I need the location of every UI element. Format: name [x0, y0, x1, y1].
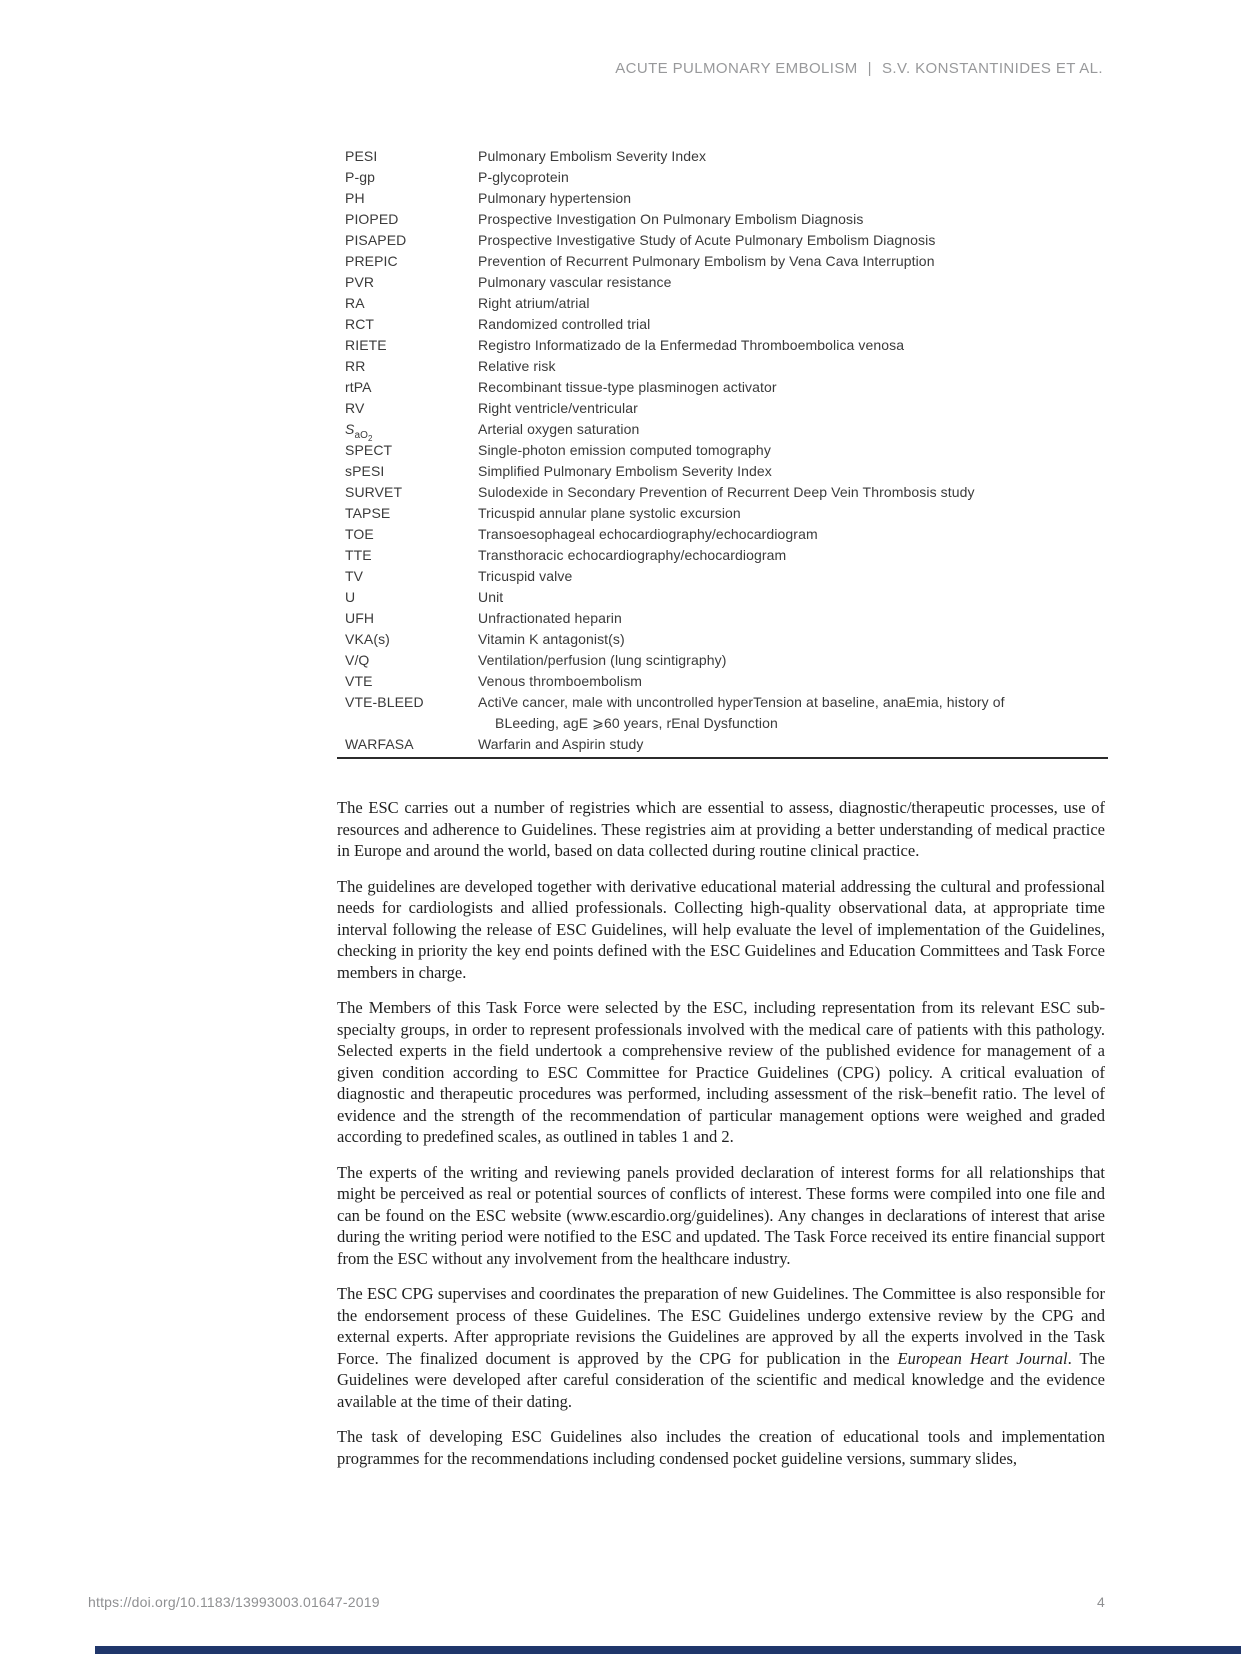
- abbreviation-definition-continuation: BLeeding, agE ⩾60 years, rEnal Dysfunction: [495, 715, 778, 731]
- abbreviation-definition: Ventilation/perfusion (lung scintigraphy): [478, 652, 727, 668]
- abbreviation-row: [345, 524, 1110, 545]
- abbreviation-row: [345, 503, 1110, 524]
- abbreviation-row: [345, 629, 1110, 650]
- abbreviation-definition: Pulmonary vascular resistance: [478, 274, 672, 290]
- table-bottom-rule: [337, 757, 1108, 759]
- abbreviation-term: RCT: [345, 316, 375, 332]
- abbreviation-term: PREPIC: [345, 253, 398, 269]
- body-paragraph: [337, 876, 1105, 984]
- abbreviation-definition: Right ventricle/ventricular: [478, 400, 638, 416]
- abbreviations-table: [345, 146, 1110, 755]
- abbreviation-definition: Warfarin and Aspirin study: [478, 736, 644, 752]
- body-paragraph: [337, 1162, 1105, 1270]
- text-segment: The experts of the writing and reviewing panels provided declaration of interest forms for all relationships that might be perceived as real or potential sources of conflicts of interest. These forms were compiled into one file and can be found on the ESC website (www.escardio.org/guidelines). Any changes in declarations of interest that arise during the writing period were notified to the ESC and updated. The Task Force received its entire financial support from the ESC without any involvement from the healthcare industry.: [337, 1162, 1105, 1268]
- abbreviation-row: [345, 377, 1110, 398]
- abbreviation-term: RV: [345, 400, 365, 416]
- abbreviation-term: RIETE: [345, 337, 387, 353]
- text-segment: The task of developing ESC Guidelines also includes the creation of educational tools and implementation programmes for the recommendations including condensed pocket guideline versions, summary slides,: [337, 1427, 1105, 1468]
- abbreviation-term: RA: [345, 295, 365, 311]
- abbreviation-term: PH: [345, 190, 365, 206]
- abbreviation-term: TAPSE: [345, 505, 391, 521]
- abbreviation-row: [345, 188, 1110, 209]
- abbreviation-row: [345, 146, 1110, 167]
- abbreviation-definition: P-glycoprotein: [478, 169, 569, 185]
- page-footer: [88, 1594, 1105, 1610]
- abbreviation-row: [345, 671, 1110, 692]
- abbreviation-definition: Recombinant tissue-type plasminogen activator: [478, 379, 777, 395]
- abbreviation-definition: Vitamin K antagonist(s): [478, 631, 625, 647]
- bottom-page-band: [95, 1646, 1241, 1654]
- abbreviation-term: VTE-BLEED: [345, 694, 424, 710]
- abbreviation-term: SURVET: [345, 484, 403, 500]
- abbreviation-term: $S_{aO_2}$: [345, 421, 373, 443]
- abbreviation-term: sPESI: [345, 463, 385, 479]
- abbreviation-term: PISAPED: [345, 232, 407, 248]
- abbreviation-term: TOE: [345, 526, 374, 542]
- body-text: [337, 797, 1105, 1483]
- abbreviation-row: [345, 209, 1110, 230]
- abbreviation-definition: Sulodexide in Secondary Prevention of Recurrent Deep Vein Thrombosis study: [478, 484, 975, 500]
- abbreviation-term: WARFASA: [345, 736, 414, 752]
- abbreviation-row: [345, 545, 1110, 566]
- abbreviation-term: UFH: [345, 610, 375, 626]
- abbreviation-definition: Pulmonary Embolism Severity Index: [478, 148, 707, 164]
- abbreviation-definition: Prospective Investigation On Pulmonary Embolism Diagnosis: [478, 211, 864, 227]
- abbreviation-definition: ActiVe cancer, male with uncontrolled hyperTension at baseline, anaEmia, history of BLeeding, agE ⩾60 years, rEnal Dysfunction: [478, 692, 1110, 734]
- abbreviation-definition: Prevention of Recurrent Pulmonary Embolism by Vena Cava Interruption: [478, 253, 935, 269]
- abbreviation-definition: Registro Informatizado de la Enfermedad Thromboembolica venosa: [478, 337, 905, 353]
- text-segment: . The Guidelines were developed after careful consideration of the scientific and medical knowledge and the evidence available at the time of their dating.: [337, 1348, 1105, 1411]
- abbreviation-term: SPECT: [345, 442, 393, 458]
- abbreviation-definition: Pulmonary hypertension: [478, 190, 632, 206]
- abbreviation-row: [345, 482, 1110, 503]
- abbreviation-term: VKA(s): [345, 631, 390, 647]
- abbreviation-term: PIOPED: [345, 211, 399, 227]
- abbreviation-definition: Unit: [478, 589, 504, 605]
- abbreviation-row: [345, 398, 1110, 419]
- text-segment: The Members of this Task Force were selected by the ESC, including representation from its relevant ESC sub-specialty groups, in order to represent professionals involved with the medical care of patients with this pathology. Selected experts in the field undertook a comprehensive review of the published evidence for management of a given condition according to ESC Committee for Practice Guidelines (CPG) policy. A critical evaluation of diagnostic and therapeutic procedures was performed, including assessment of the risk–benefit ratio. The level of evidence and the strength of the recommendation of particular management options were weighed and graded according to predefined scales, as outlined in tables 1 and 2.: [337, 998, 1105, 1146]
- abbreviation-term: RR: [345, 358, 366, 374]
- text-segment: The ESC carries out a number of registries which are essential to assess, diagnostic/therapeutic processes, use of resources and adherence to Guidelines. These registries aim at providing a better understanding of medical practice in Europe and around the world, based on data collected during routine clinical practice.: [337, 798, 1105, 860]
- abbreviation-term: TTE: [345, 547, 372, 563]
- body-paragraph: [337, 797, 1105, 862]
- abbreviation-row: [345, 230, 1110, 251]
- abbreviation-row: [345, 356, 1110, 377]
- abbreviation-row: [345, 734, 1110, 755]
- abbreviation-definition: Arterial oxygen saturation: [478, 421, 640, 437]
- text-segment: The ESC CPG supervises and coordinates the preparation of new Guidelines. The Committee is also responsible for the endorsement process of these Guidelines. The ESC Guidelines undergo extensive review by the CPG and external experts. After appropriate revisions the Guidelines are approved by all the experts involved in the Task Force. The finalized document is approved by the CPG for publication in the: [337, 1284, 1105, 1368]
- abbreviation-term: TV: [345, 568, 364, 584]
- abbreviation-row: [345, 587, 1110, 608]
- abbreviation-definition: Tricuspid valve: [478, 568, 573, 584]
- abbreviation-term: rtPA: [345, 379, 372, 395]
- abbreviation-definition: Randomized controlled trial: [478, 316, 651, 332]
- abbreviation-row: [345, 335, 1110, 356]
- abbreviation-row: [345, 251, 1110, 272]
- body-paragraph: [337, 997, 1105, 1148]
- abbreviation-row: [345, 314, 1110, 335]
- text-segment: The guidelines are developed together with derivative educational material addressing the cultural and professional needs for cardiologists and allied professionals. Collecting high-quality observational data, at appropriate time interval following the release of ESC Guidelines, will help evaluate the level of implementation of the Guidelines, checking in priority the key end points defined with the ESC Guidelines and Education Committees and Task Force members in charge.: [337, 876, 1105, 982]
- abbreviation-definition: Relative risk: [478, 358, 556, 374]
- abbreviation-definition: Right atrium/atrial: [478, 295, 590, 311]
- abbreviation-definition: Venous thromboembolism: [478, 673, 643, 689]
- abbreviation-row: [345, 608, 1110, 629]
- abbreviation-definition: Transthoracic echocardiography/echocardiogram: [478, 547, 787, 563]
- abbreviation-row: [345, 440, 1110, 461]
- abbreviation-term: P-gp: [345, 169, 375, 185]
- italic-text-segment: European Heart Journal: [897, 1348, 1068, 1368]
- abbreviation-definition: Simplified Pulmonary Embolism Severity Index: [478, 463, 772, 479]
- abbreviation-row: [345, 167, 1110, 188]
- abbreviation-row: [345, 272, 1110, 293]
- abbreviation-row: [345, 566, 1110, 587]
- abbreviation-definition: Single-photon emission computed tomography: [478, 442, 771, 458]
- abbreviation-term: PVR: [345, 274, 375, 290]
- abbreviation-row: [345, 419, 1110, 443]
- doi-text: https://doi.org/10.1183/13993003.01647-2019: [88, 1594, 380, 1610]
- body-paragraph: [337, 1283, 1105, 1412]
- abbreviation-term: U: [345, 589, 356, 605]
- abbreviation-definition: Unfractionated heparin: [478, 610, 622, 626]
- abbreviation-row: [345, 461, 1110, 482]
- abbreviation-definition: Transoesophageal echocardiography/echocardiogram: [478, 526, 818, 542]
- abbreviation-term: VTE: [345, 673, 373, 689]
- running-title: ACUTE PULMONARY EMBOLISM: [615, 60, 858, 77]
- abbreviation-row: [345, 293, 1110, 314]
- abbreviation-definition: Tricuspid annular plane systolic excursion: [478, 505, 741, 521]
- running-header: [615, 60, 1103, 77]
- running-authors: S.V. KONSTANTINIDES ET AL.: [881, 60, 1103, 77]
- abbreviation-term: PESI: [345, 148, 378, 164]
- body-paragraph: [337, 1426, 1105, 1469]
- page-number: 4: [1097, 1594, 1105, 1610]
- abbreviation-term: V/Q: [345, 652, 370, 668]
- abbreviation-definition: Prospective Investigative Study of Acute Pulmonary Embolism Diagnosis: [478, 232, 936, 248]
- abbreviation-row: [345, 692, 1110, 734]
- abbreviation-row: [345, 650, 1110, 671]
- header-separator: |: [867, 60, 872, 77]
